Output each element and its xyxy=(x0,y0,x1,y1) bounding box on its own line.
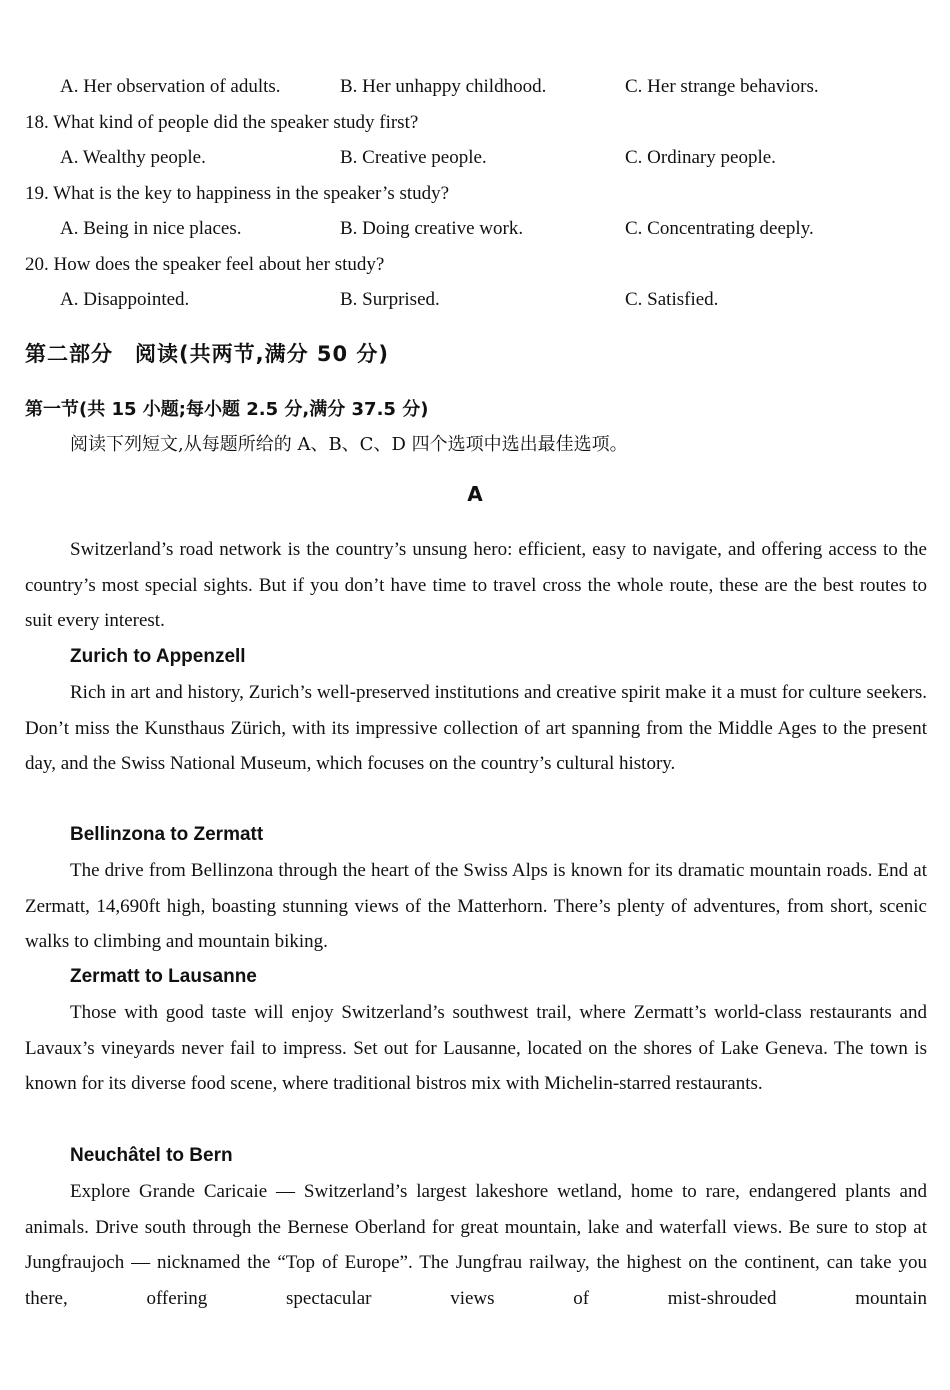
passage-intro-text: Switzerland’s road network is the country’s unsung hero: efficient, easy to navigate, and offering access to the country’s most special sights. But if you don’t have time to travel cross the whole route, these are the best routes to suit every interest. xyxy=(25,539,927,632)
route-text-3-content: Those with good taste will enjoy Switzerland’s southwest trail, where Zermatt’s world-class restaurants and Lavaux’s vineyards never fail to impress. Set out for Lausanne, located on the shores of Lake Geneva. The town is known for its diverse food scene, where traditional bistros mix with Michelin-starred restaurants. xyxy=(25,1002,927,1095)
route-title-2: Bellinzona to Zermatt xyxy=(70,824,264,845)
route-title-4: Neuchâtel to Bern xyxy=(70,1145,233,1166)
route-text-1-content: Rich in art and history, Zurich’s well-preserved institutions and creative spirit make it a must for culture seekers. Don’t miss the Kunsthaus Zürich, with its impressive collection of art spanning from the Middle Ages to the present day, and the Swiss National Museum, which focuses on the country’s cultural history. xyxy=(25,682,927,775)
section1-instruction: 阅读下列短文,从每题所给的 A、B、C、D 四个选项中选出最佳选项。 xyxy=(70,434,628,455)
q17-options xyxy=(0,74,950,100)
q20-option-c: C. Satisfied. xyxy=(625,289,719,310)
q19-option-b: B. Doing creative work. xyxy=(340,218,524,239)
q17-option-b: B. Her unhappy childhood. xyxy=(340,76,547,97)
route-text-4 xyxy=(25,1174,927,1317)
q19-option-a: A. Being in nice places. xyxy=(60,218,242,239)
q19-option-c: C. Concentrating deeply. xyxy=(625,218,814,239)
q20-option-b: B. Surprised. xyxy=(340,289,440,310)
passage-letter: A xyxy=(467,482,483,506)
q18-option-a: A. Wealthy people. xyxy=(60,147,206,168)
q20-stem: 20. How does the speaker feel about her study? xyxy=(25,254,385,275)
q20-options xyxy=(0,287,950,313)
q20-option-a: A. Disappointed. xyxy=(60,289,190,310)
route-title-1: Zurich to Appenzell xyxy=(70,646,246,667)
route-text-3 xyxy=(25,995,927,1138)
route-text-2-content: The drive from Bellinzona through the heart of the Swiss Alps is known for its dramatic mountain roads. End at Zermatt, 14,690ft high, boasting stunning views of the Matterhorn. There’s plenty of adventures, from short, scenic walks to climbing and mountain biking. xyxy=(25,860,927,953)
section1-heading: 第一节(共 15 小题;每小题 2.5 分,满分 37.5 分) xyxy=(25,399,429,420)
q18-option-c: C. Ordinary people. xyxy=(625,147,776,168)
route-text-4-content: Explore Grande Caricaie — Switzerland’s largest lakeshore wetland, home to rare, endangered plants and animals. Drive south through the Bernese Oberland for great mountain, lake and waterfall views. Be sure to stop at Jungfraujoch — nicknamed the “Top of Europe”. The Jungfrau railway, the highest on the continent, can take you there, offering spectacular views of mist-shrouded mountain xyxy=(25,1181,927,1309)
q17-option-a: A. Her observation of adults. xyxy=(60,76,281,97)
q19-options xyxy=(0,216,950,242)
q17-option-c: C. Her strange behaviors. xyxy=(625,76,819,97)
q18-stem: 18. What kind of people did the speaker study first? xyxy=(25,112,419,133)
route-title-3: Zermatt to Lausanne xyxy=(70,966,257,987)
q18-options xyxy=(0,145,950,171)
route-text-1 xyxy=(25,675,927,818)
part2-heading: 第二部分 阅读(共两节,满分 50 分) xyxy=(25,342,390,366)
q18-option-b: B. Creative people. xyxy=(340,147,487,168)
route-text-2 xyxy=(25,853,927,960)
passage-intro xyxy=(25,532,927,639)
q19-stem: 19. What is the key to happiness in the speaker’s study? xyxy=(25,183,450,204)
